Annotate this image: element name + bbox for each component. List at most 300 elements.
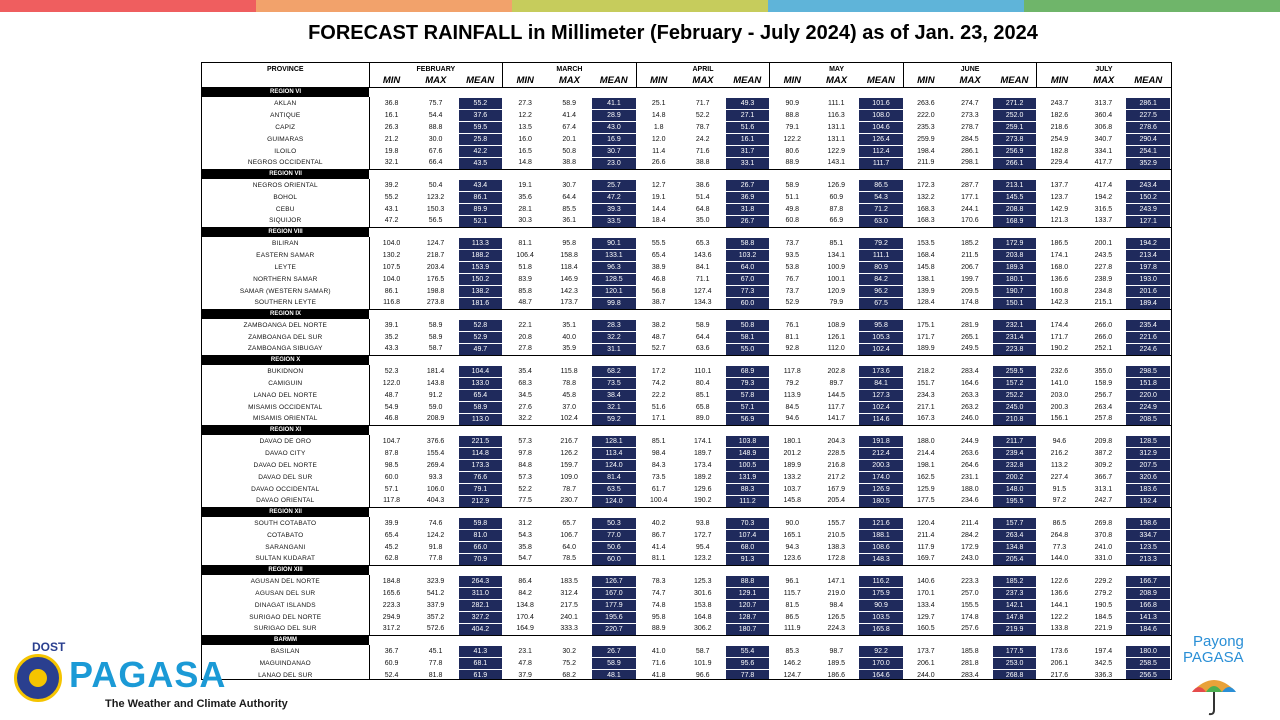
cell-mean: 102.4: [859, 343, 904, 355]
province-name: LANAO DEL NORTE: [253, 391, 318, 399]
cell-min: 174.4: [1037, 319, 1082, 331]
cell-mean: 189.4: [1126, 297, 1171, 309]
cell-mean: 232.1: [992, 319, 1037, 331]
cell-mean: 231.4: [992, 331, 1037, 343]
province-name: BOHOL: [273, 193, 298, 201]
sub-header-min: MIN: [770, 75, 815, 87]
cell-min: 97.2: [1037, 495, 1082, 507]
cell-max: 60.9: [829, 193, 844, 201]
cell-max: 221.9: [1081, 623, 1126, 635]
cell-min: 259.9: [903, 133, 948, 145]
cell-min: 26.6: [636, 157, 681, 169]
cell-min: 52.9: [770, 297, 815, 309]
sub-header-mean: MEAN: [1126, 75, 1171, 87]
cell-mean: 114.8: [458, 447, 503, 459]
payong-line1: Payong: [1193, 633, 1244, 650]
cell-max: 37.0: [562, 403, 576, 411]
table-row: [202, 261, 1171, 273]
province-name: DAVAO DEL SUR: [258, 473, 313, 481]
cell-mean: 188.1: [859, 529, 904, 541]
cell-max: 188.0: [961, 485, 979, 493]
cell-min: 244.0: [903, 669, 948, 680]
cell-max: 51.4: [695, 193, 710, 201]
cell-min: 40.2: [636, 517, 681, 529]
province-name: ZAMBOANGA DEL NORTE: [243, 321, 328, 329]
cell-mean: 200.2: [992, 471, 1037, 483]
province-name: CAPIZ: [275, 123, 296, 131]
cell-mean: 232.8: [992, 459, 1037, 471]
cell-max: 134.1: [827, 251, 846, 259]
cell-min: 189.9: [903, 343, 948, 355]
cell-mean: 210.8: [992, 413, 1037, 425]
cell-max: 80.4: [695, 379, 710, 387]
cell-min: 57.3: [503, 471, 548, 483]
cell-mean: 60.0: [725, 297, 770, 309]
sub-header-min: MIN: [636, 75, 681, 87]
cell-mean: 58.9: [592, 657, 637, 669]
cell-min: 84.8: [503, 459, 548, 471]
cell-max: 95.8: [562, 239, 576, 247]
cell-max: 204.3: [827, 437, 846, 445]
cell-min: 78.3: [636, 575, 681, 587]
cell-mean: 208.5: [1126, 413, 1171, 425]
cell-mean: 96.3: [592, 261, 637, 273]
cell-max: 216.8: [827, 461, 846, 469]
cell-min: 71.6: [636, 657, 681, 669]
table-row: [202, 285, 1171, 297]
cell-mean: 133.0: [458, 377, 503, 389]
cell-max: 77.8: [428, 659, 443, 667]
cell-mean: 67.0: [725, 273, 770, 285]
cell-mean: 235.4: [1126, 319, 1171, 331]
cell-max: 58.9: [562, 99, 576, 107]
cell-min: 14.8: [503, 157, 548, 169]
cell-min: 62.8: [369, 553, 414, 565]
cell-min: 106.4: [503, 249, 548, 261]
cell-min: 86.5: [770, 611, 815, 623]
cell-mean: 108.6: [859, 541, 904, 553]
cell-min: 48.7: [636, 331, 681, 343]
cell-max: 58.7: [414, 343, 459, 355]
cell-max: 273.3: [961, 111, 979, 119]
cell-mean: 84.2: [859, 273, 904, 285]
cell-min: 14.8: [636, 109, 681, 121]
cell-max: 263.2: [961, 403, 979, 411]
province-name: DAVAO DE ORO: [259, 437, 312, 445]
cell-max: 216.7: [560, 437, 578, 445]
cell-mean: 173.3: [458, 459, 503, 471]
cell-min: 113.9: [770, 389, 815, 401]
cell-max: 217.2: [827, 473, 846, 481]
table-row: [202, 435, 1171, 447]
cell-max: 124.7: [426, 239, 445, 247]
cell-mean: 123.5: [1126, 541, 1171, 553]
cell-min: 84.2: [503, 587, 548, 599]
province-name: SULTAN KUDARAT: [202, 553, 369, 565]
cell-mean: 26.7: [725, 215, 770, 227]
cell-max: 269.4: [426, 461, 445, 469]
cell-mean: 88.8: [725, 575, 770, 587]
cell-min: 14.4: [636, 203, 681, 215]
cell-min: 107.5: [369, 261, 414, 273]
cell-min: 28.1: [503, 203, 548, 215]
month-header: JUNE: [903, 63, 1037, 75]
cell-max: 64.8: [695, 205, 710, 213]
cell-mean: 37.6: [458, 109, 503, 121]
cell-max: 205.4: [814, 495, 859, 507]
province-name: AGUSAN DEL NORTE: [250, 577, 320, 585]
cell-min: 136.6: [1037, 273, 1082, 285]
cell-min: 170.4: [503, 611, 548, 623]
cell-min: 74.2: [636, 377, 681, 389]
cell-mean: 105.3: [859, 331, 904, 343]
cell-min: 27.6: [503, 401, 548, 413]
cell-min: 146.2: [770, 657, 815, 669]
cell-min: 188.0: [903, 435, 948, 447]
province-name: NEGROS ORIENTAL: [252, 181, 318, 189]
cell-min: 41.0: [636, 645, 681, 657]
table-row: [202, 495, 1171, 507]
cell-min: 81.1: [770, 331, 815, 343]
cell-mean: 80.9: [859, 261, 904, 273]
cell-mean: 92.2: [859, 645, 904, 657]
cell-min: 84.3: [636, 459, 681, 471]
cell-max: 189.5: [827, 659, 846, 667]
cell-mean: 290.4: [1126, 133, 1171, 145]
cell-min: 19.8: [369, 145, 414, 157]
region-row-filler: [369, 355, 1170, 365]
cell-max: 189.2: [693, 473, 712, 481]
cell-min: 167.3: [903, 413, 948, 425]
pagasa-logo: [14, 640, 314, 715]
province-name: AGUSAN DEL SUR: [255, 589, 316, 597]
cell-min: 51.8: [503, 261, 548, 273]
cell-mean: 207.5: [1126, 459, 1171, 471]
cell-max: 78.7: [562, 485, 576, 493]
cell-max: 58.9: [428, 321, 443, 329]
table-row: [202, 97, 1171, 109]
cell-min: 47.2: [369, 215, 414, 227]
sub-header-max: MAX: [1081, 75, 1126, 87]
cell-max: 78.7: [695, 123, 710, 131]
cell-min: 139.9: [903, 285, 948, 297]
cell-max: 190.2: [681, 495, 726, 507]
cell-mean: 208.8: [992, 203, 1037, 215]
cell-min: 98.4: [636, 447, 681, 459]
umbrella-icon: [1189, 672, 1239, 716]
cell-mean: 81.4: [592, 471, 637, 483]
cell-max: 186.6: [827, 671, 846, 679]
table-row: [202, 553, 1171, 565]
cell-mean: 52.8: [458, 319, 503, 331]
cell-min: 61.7: [636, 483, 681, 495]
cell-mean: 150.2: [1126, 191, 1171, 203]
cell-mean: 61.9: [458, 669, 503, 680]
cell-max: 96.6: [695, 671, 710, 679]
cell-max: 126.9: [827, 181, 846, 189]
cell-mean: 111.7: [859, 157, 904, 169]
cell-mean: 107.4: [725, 529, 770, 541]
cell-mean: 95.6: [725, 657, 770, 669]
cell-min: 26.3: [369, 121, 414, 133]
cell-mean: 16.9: [592, 133, 637, 145]
sub-header-max: MAX: [681, 75, 726, 87]
cell-min: 12.0: [636, 133, 681, 145]
cell-min: 46.8: [369, 413, 414, 425]
cell-max: 111.1: [828, 99, 845, 107]
cell-min: 201.2: [770, 447, 815, 459]
cell-max: 184.5: [1094, 613, 1113, 621]
cell-min: 214.4: [903, 447, 948, 459]
sub-header-mean: MEAN: [458, 75, 503, 87]
cell-max: 109.0: [560, 473, 578, 481]
cell-mean: 172.9: [992, 237, 1037, 249]
cell-mean: 183.6: [1126, 483, 1171, 495]
color-bar-segment: [1024, 0, 1280, 12]
cell-min: 142.9: [1037, 203, 1082, 215]
cell-max: 141.7: [814, 413, 859, 425]
cell-min: 16.5: [503, 145, 548, 157]
cell-min: 123.7: [1037, 191, 1082, 203]
cell-mean: 49.3: [725, 97, 770, 109]
cell-max: 117.7: [827, 403, 845, 411]
cell-max: 20.1: [562, 135, 576, 143]
cell-mean: 39.3: [592, 203, 637, 215]
cell-min: 85.3: [770, 645, 815, 657]
cell-mean: 181.6: [458, 297, 503, 309]
province-name: MISAMIS OCCIDENTAL: [248, 403, 323, 411]
province-name: NORTHERN SAMAR: [253, 275, 318, 283]
province-name: GUIMARAS: [267, 135, 304, 143]
cell-mean: 142.1: [992, 599, 1037, 611]
region-row: [202, 507, 1171, 517]
month-header: FEBRUARY: [369, 63, 503, 75]
cell-max: 24.2: [695, 135, 710, 143]
cell-mean: 38.4: [592, 389, 637, 401]
cell-min: 94.3: [770, 541, 815, 553]
cell-min: 34.5: [503, 389, 548, 401]
cell-max: 164.6: [961, 379, 979, 387]
cell-min: 35.2: [369, 331, 414, 343]
cell-min: 38.7: [636, 297, 681, 309]
cell-min: 53.8: [770, 261, 815, 273]
cell-mean: 404.2: [458, 623, 503, 635]
cell-min: 49.8: [770, 203, 815, 215]
sub-header-min: MIN: [369, 75, 414, 87]
cell-mean: 282.1: [458, 599, 503, 611]
cell-mean: 113.4: [592, 447, 637, 459]
cell-min: 41.4: [636, 541, 681, 553]
cell-min: 90.9: [770, 97, 815, 109]
cell-max: 263.3: [961, 391, 979, 399]
month-header: MARCH: [503, 63, 637, 75]
cell-max: 241.0: [1094, 543, 1113, 551]
cell-mean: 113.3: [458, 237, 503, 249]
cell-min: 32.1: [369, 157, 414, 169]
cell-max: 211.4: [961, 519, 979, 527]
sub-header-mean: MEAN: [992, 75, 1037, 87]
cell-max: 284.2: [961, 531, 979, 539]
cell-min: 88.9: [636, 623, 681, 635]
cell-min: 87.8: [369, 447, 414, 459]
cell-mean: 148.9: [725, 447, 770, 459]
cell-min: 77.3: [1037, 541, 1082, 553]
cell-min: 55.5: [636, 237, 681, 249]
cell-max: 366.7: [1094, 473, 1113, 481]
cell-min: 76.7: [770, 273, 815, 285]
sub-header-blank: [202, 75, 369, 87]
cell-min: 81.1: [636, 553, 681, 565]
cell-mean: 158.6: [1126, 517, 1171, 529]
cell-max: 281.8: [961, 659, 979, 667]
cell-mean: 59.5: [458, 121, 503, 133]
cell-max: 54.4: [428, 111, 443, 119]
cell-min: 30.3: [503, 215, 548, 227]
cell-min: 81.1: [503, 237, 548, 249]
cell-min: 182.8: [1037, 145, 1082, 157]
cell-max: 138.3: [827, 543, 846, 551]
cell-min: 25.1: [636, 97, 681, 109]
cell-mean: 259.5: [992, 365, 1037, 377]
rainfall-table-container: [201, 62, 1172, 680]
cell-min: 73.5: [636, 471, 681, 483]
cell-mean: 59.2: [592, 413, 637, 425]
cell-max: 65.7: [562, 519, 576, 527]
cell-max: 91.2: [428, 391, 443, 399]
cell-min: 60.8: [770, 215, 815, 227]
region-row-filler: [369, 425, 1170, 435]
cell-max: 56.5: [414, 215, 459, 227]
cell-max: 153.8: [693, 601, 712, 609]
cell-max: 98.4: [829, 601, 844, 609]
cell-min: 22.1: [503, 319, 548, 331]
cell-max: 266.0: [1094, 321, 1113, 329]
cell-max: 85.1: [829, 239, 844, 247]
cell-mean: 211.7: [992, 435, 1037, 447]
cell-min: 27.3: [503, 97, 548, 109]
cell-max: 68.2: [562, 671, 576, 679]
cell-min: 100.4: [636, 495, 681, 507]
cell-min: 171.7: [1037, 331, 1082, 343]
cell-min: 54.9: [369, 401, 414, 413]
sub-header-mean: MEAN: [859, 75, 904, 87]
cell-min: 17.2: [636, 365, 681, 377]
table-row: [202, 645, 1171, 657]
cell-mean: 213.1: [992, 179, 1037, 191]
table-row: [202, 529, 1171, 541]
cell-mean: 221.6: [1126, 331, 1171, 343]
cell-max: 287.7: [961, 181, 979, 189]
sub-header-row: [202, 75, 1171, 87]
region-row: [202, 227, 1171, 237]
cell-min: 122.2: [770, 133, 815, 145]
cell-min: 86.7: [636, 529, 681, 541]
cell-max: 217.5: [560, 601, 578, 609]
table-row: [202, 179, 1171, 191]
cell-max: 172.7: [693, 531, 712, 539]
cell-max: 249.5: [948, 343, 993, 355]
cell-mean: 33.5: [592, 215, 637, 227]
top-color-bar: [0, 0, 1280, 12]
cell-max: 45.1: [428, 647, 443, 655]
cell-max: 357.2: [426, 613, 445, 621]
cell-max: 147.1: [827, 577, 846, 585]
province-header: PROVINCE: [267, 65, 304, 73]
table-row: [202, 273, 1171, 285]
cell-mean: 58.8: [725, 237, 770, 249]
cell-mean: 133.1: [592, 249, 637, 261]
cell-min: 39.2: [369, 179, 414, 191]
cell-max: 541.2: [426, 589, 445, 597]
cell-min: 198.4: [903, 145, 948, 157]
cell-mean: 213.3: [1126, 553, 1171, 565]
region-row: [202, 355, 1171, 365]
cell-mean: 71.2: [859, 203, 904, 215]
cell-mean: 352.9: [1126, 157, 1171, 169]
cell-min: 46.8: [636, 273, 681, 285]
table-row: [202, 331, 1171, 343]
cell-max: 122.9: [827, 147, 846, 155]
cell-mean: 263.4: [992, 529, 1037, 541]
cell-max: 206.7: [961, 263, 979, 271]
cell-max: 286.1: [961, 147, 979, 155]
cell-mean: 114.6: [859, 413, 904, 425]
cell-mean: 65.4: [458, 389, 503, 401]
cell-max: 174.1: [693, 437, 712, 445]
region-label: REGION XII: [202, 507, 369, 517]
cell-max: 100.9: [827, 263, 846, 271]
cell-min: 17.1: [636, 413, 681, 425]
cell-min: 211.9: [903, 157, 948, 169]
cell-mean: 55.4: [725, 645, 770, 657]
cell-min: 145.8: [903, 261, 948, 273]
cell-max: 118.4: [560, 263, 578, 271]
cell-mean: 68.0: [725, 541, 770, 553]
cell-max: 127.4: [693, 287, 712, 295]
cell-mean: 28.9: [592, 109, 637, 121]
cell-mean: 124.0: [592, 495, 637, 507]
cell-min: 85.1: [636, 435, 681, 447]
cell-min: 12.2: [503, 109, 548, 121]
cell-max: 38.6: [695, 181, 710, 189]
cell-mean: 268.8: [992, 669, 1037, 680]
cell-mean: 128.7: [725, 611, 770, 623]
cell-mean: 127.3: [859, 389, 904, 401]
cell-min: 140.6: [903, 575, 948, 587]
cell-max: 209.5: [961, 287, 979, 295]
cell-mean: 180.1: [992, 273, 1037, 285]
province-name: MISAMIS ORIENTAL: [202, 413, 369, 425]
cell-min: 51.6: [636, 401, 681, 413]
cell-max: 155.5: [961, 601, 979, 609]
cell-min: 206.1: [903, 657, 948, 669]
cell-max: 123.2: [681, 553, 726, 565]
cell-mean: 252.2: [992, 389, 1037, 401]
cell-max: 77.8: [414, 553, 459, 565]
cell-min: 168.0: [1037, 261, 1082, 273]
cell-min: 47.8: [503, 657, 548, 669]
cell-min: 133.8: [1037, 623, 1082, 635]
cell-max: 88.8: [428, 123, 443, 131]
cell-mean: 180.7: [725, 623, 770, 635]
cell-min: 203.0: [1037, 389, 1082, 401]
cell-max: 93.8: [695, 519, 710, 527]
cell-mean: 50.6: [592, 541, 637, 553]
cell-mean: 219.9: [992, 623, 1037, 635]
cell-min: 175.1: [903, 319, 948, 331]
cell-min: 243.7: [1037, 97, 1082, 109]
cell-mean: 43.4: [458, 179, 503, 191]
